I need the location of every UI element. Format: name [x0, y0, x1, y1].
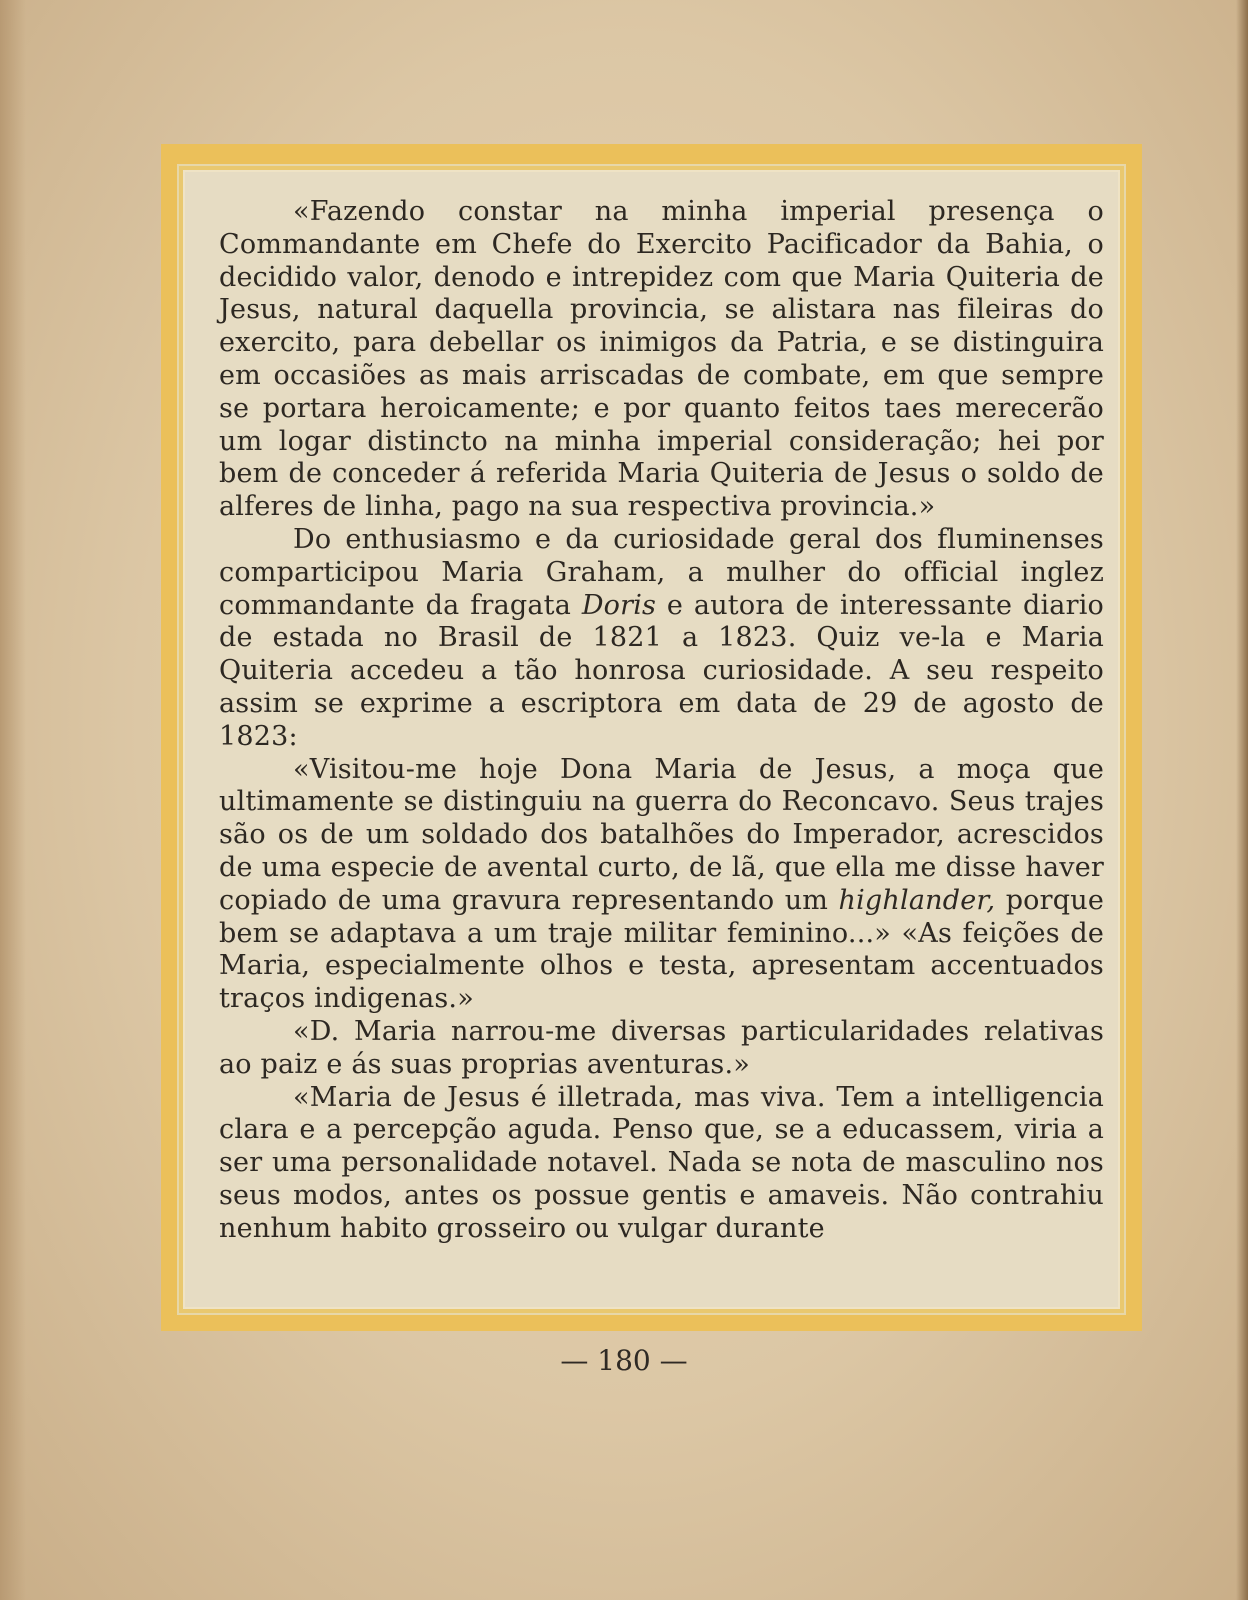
- ship-name: Doris: [581, 589, 657, 621]
- paragraph-1-text: «Fazendo constar na minha imperial presença o Commandante em Chefe do Exercito Pacificador da Bahia, o decidido valor, denodo e intrepidez com que Maria Quiteria de Jesus, natural daquella provincia, se alistara nas fileiras do exercito, para debellar os inimigos da Patria, e se distinguira em occasiões as mais arriscadas de combate, em que sempre se portara heroicamente; e por quanto feitos taes merecerão um logar distincto na minha imperial consideração; hei por bem de conceder á referida Maria Quiteria de Jesus o soldo de alferes de linha, pago na sua respectiva provincia.»: [219, 196, 1104, 523]
- paragraph-4-text: «D. Maria narrou-me diversas particularidades relativas ao paiz e ás suas proprias aventuras.»: [219, 1015, 1104, 1080]
- paragraph-3-text-b: porque bem se adaptava a um traje militar feminino...» «As feições de Maria, especialmente olhos e testa, apresentam accentuados traços indigenas.»: [219, 884, 1104, 1015]
- body-text: [219, 196, 1104, 1246]
- paragraph-2-text-a: Do enthusiasmo e da curiosidade geral dos fluminenses comparticipou Maria Graham, a mulher do official inglez commandante da fragata: [219, 523, 1104, 621]
- paragraph-3-text-a: «Visitou-me hoje Dona Maria de Jesus, a moça que ultimamente se distinguiu na guerra do Reconcavo. Seus trajes são os de um soldado dos batalhões do Imperador, acrescidos de uma especie de avental curto, de lã, que ella me disse haver copiado de uma gravura representando um: [219, 753, 1104, 916]
- page-number: — 180 —: [560, 1344, 688, 1377]
- paragraph-5: [219, 1082, 1104, 1246]
- paragraph-4: [219, 1016, 1104, 1082]
- paragraph-2: [219, 524, 1104, 754]
- text-block: [177, 164, 1126, 1315]
- paragraph-1: [219, 196, 1104, 524]
- paragraph-3: [219, 754, 1104, 1016]
- page-frame: [161, 144, 1142, 1331]
- highlander-word: highlander,: [838, 884, 996, 916]
- paragraph-2-text-b: e autora de interessante diario de estada no Brasil de 1821 a 1823. Quiz ve-la e Maria Quiteria accedeu a tão honrosa curiosidade. A seu respeito assim se exprime a escriptora em data de 29 de agosto de 1823:: [219, 589, 1104, 752]
- paragraph-5-text: «Maria de Jesus é illetrada, mas viva. Tem a intelligencia clara e a percepção aguda. Penso que, se a educassem, viria a ser uma personalidade notavel. Nada se nota de masculino nos seus modos, antes os possue gentis e amaveis. Não contrahiu nenhum habito grosseiro ou vulgar durante: [219, 1081, 1104, 1244]
